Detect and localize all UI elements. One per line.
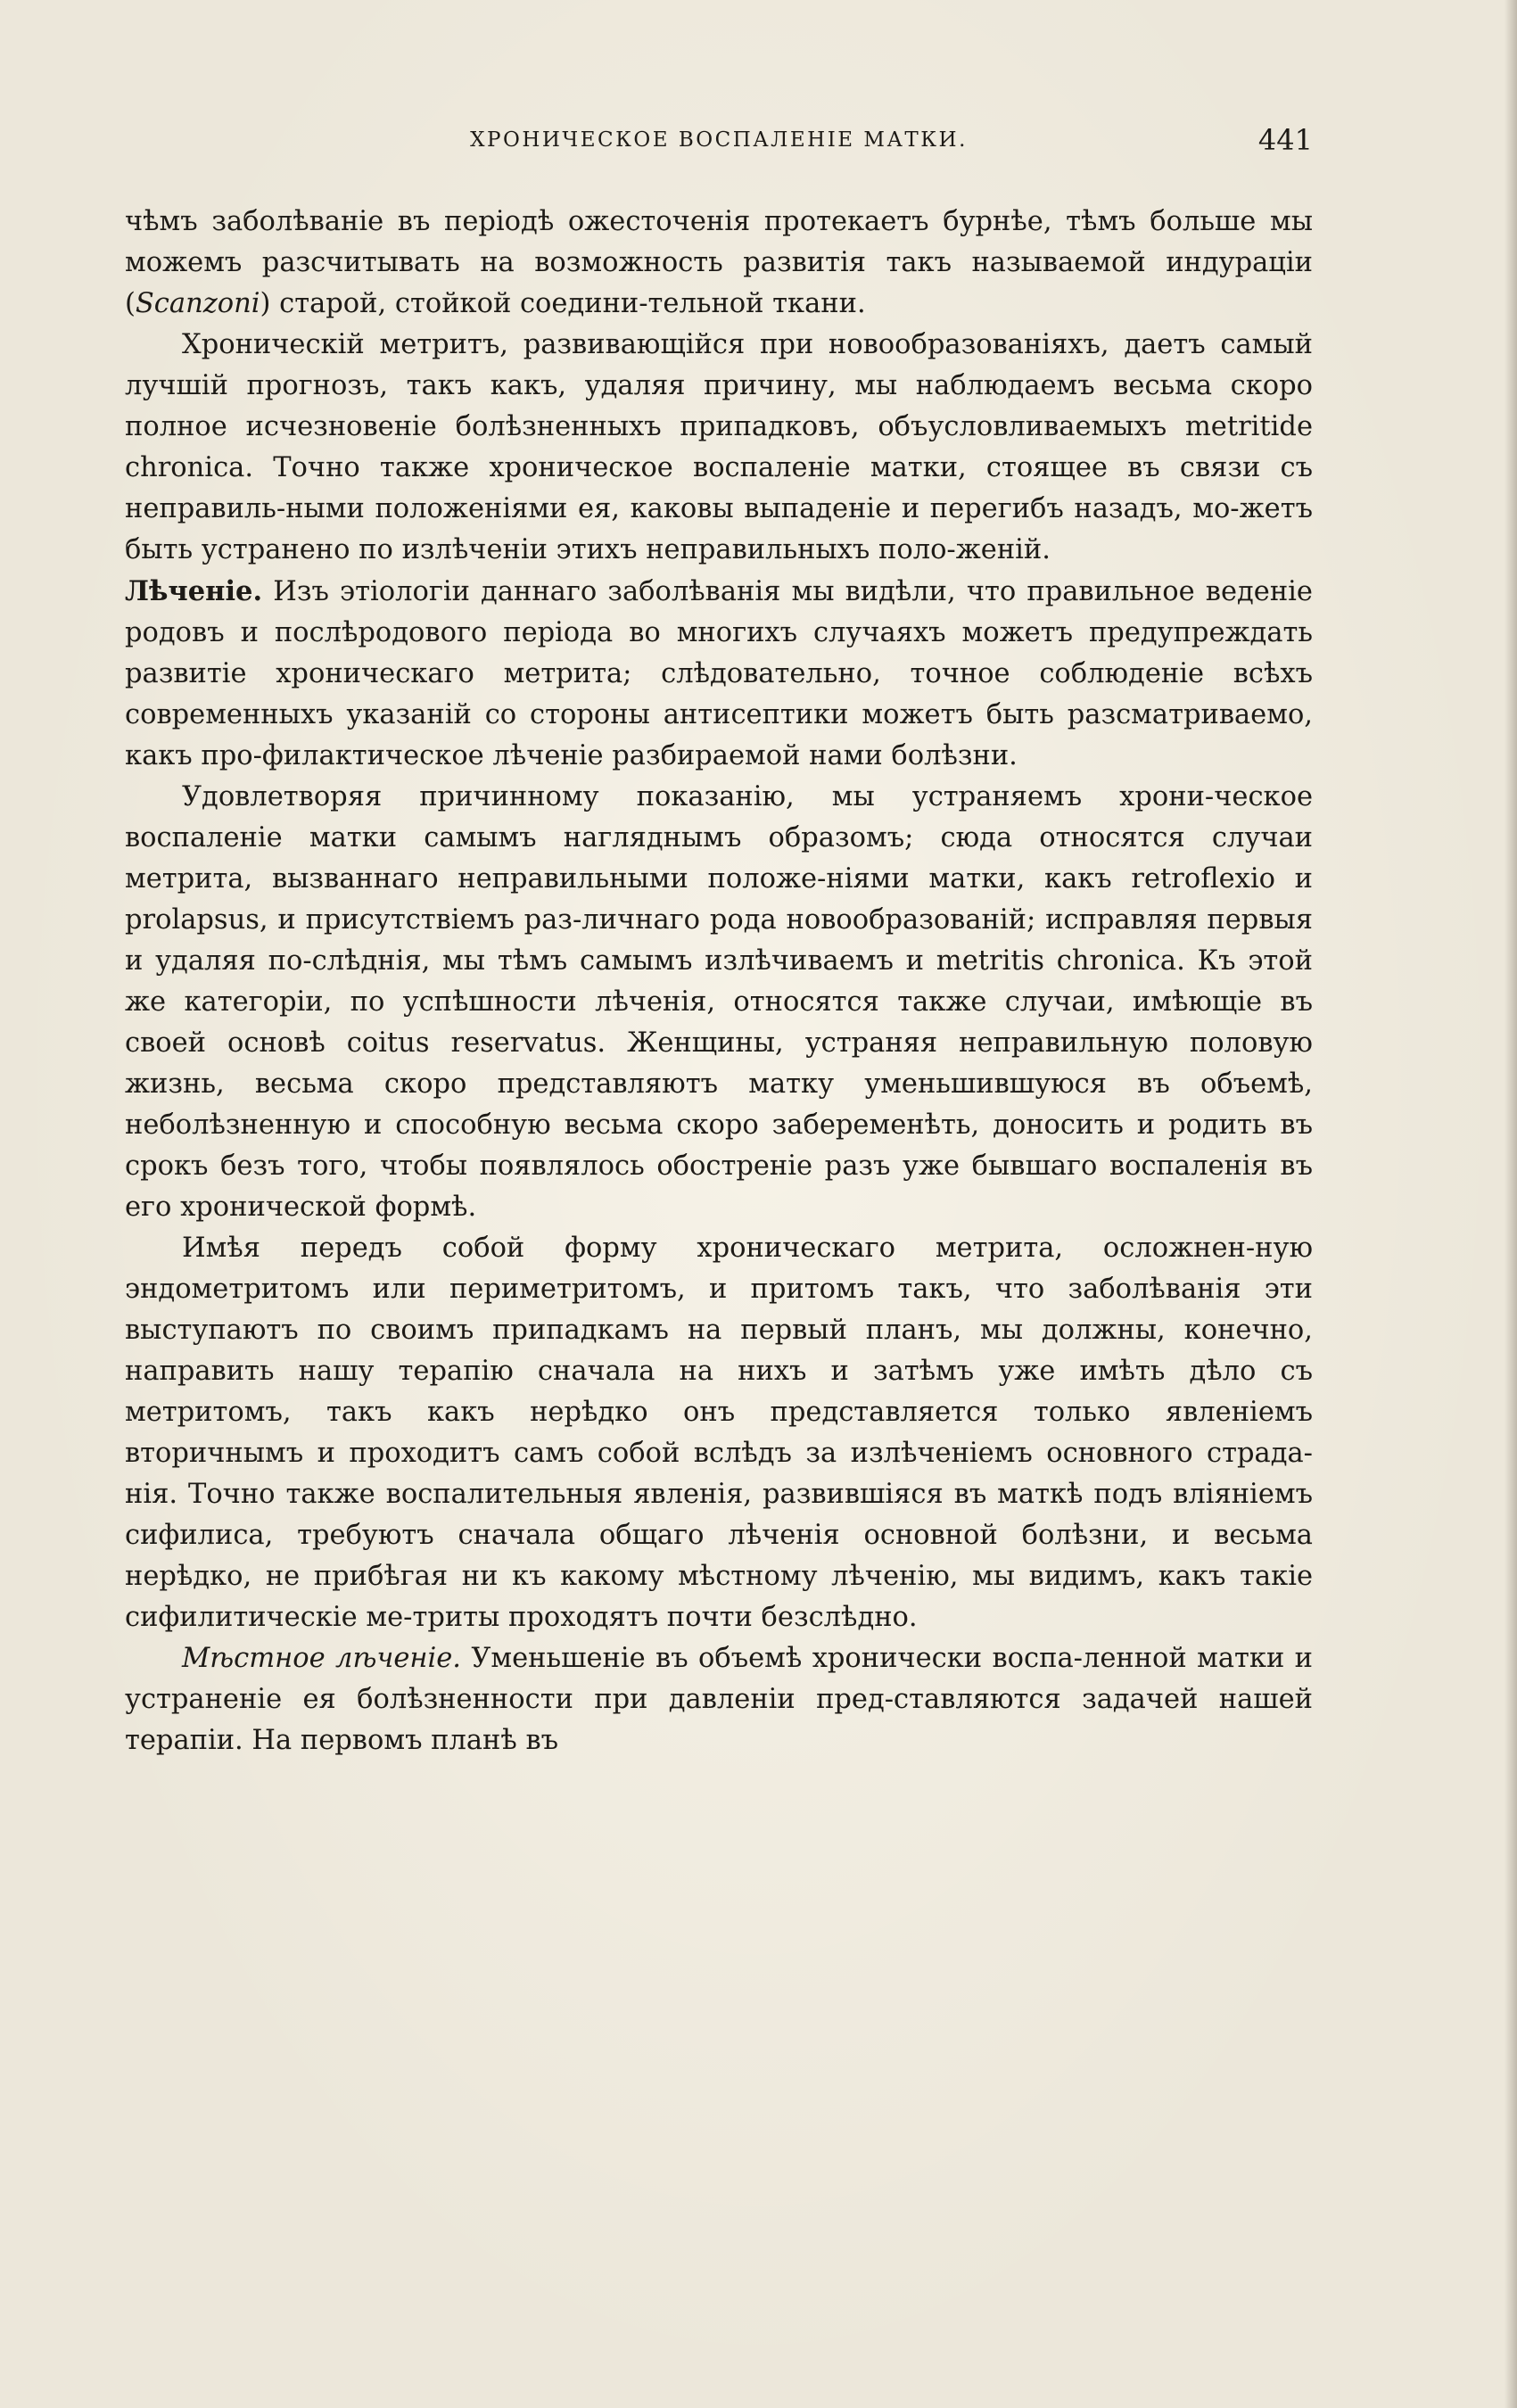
paragraph-1 [125,202,1313,325]
section-heading-treatment: Лѣченіе. [125,575,263,607]
running-title: ХРОНИЧЕСКОЕ ВОСПАЛЕНІЕ МАТКИ. [470,128,968,152]
paragraph-4: Удовлетворяя причинному показанію, мы устраняемъ хрони-ческое воспаленіе матки самымъ нагляднымъ образомъ; сюда относятся случаи метрита, вызваннаго неправильными положе-ніями матки, какъ retroflexio и prolapsus, и присутствіемъ раз-личнаго рода новообразованій; исправляя первыя и удаляя по-слѣднія, мы тѣмъ самымъ излѣчиваемъ и metritis chronica. Къ этой же категоріи, по успѣшности лѣченія, относятся также случаи, имѣющіе въ своей основѣ coitus reservatus. Женщины, устраняя неправильную половую жизнь, весьма скоро представляютъ матку уменьшившуюся въ объемѣ, неболѣзненную и способную весьма скоро забеременѣть, доносить и родить въ срокъ безъ того, чтобы появлялось обостреніе разъ уже бывшаго воспаленія въ его хронической формѣ. [125,781,1313,1223]
paragraph-3-text: Изъ этіологіи даннаго заболѣванія мы видѣли, что правильное веденіе родовъ и послѣродового періода во многихъ случаяхъ можетъ предупреждать развитіе хроническаго метрита; слѣдовательно, точное соблюденіе всѣхъ современныхъ указаній со стороны антисептики можетъ быть разсматриваемо, какъ про-филактическое лѣченіе разбираемой нами болѣзни. [125,576,1313,771]
paragraph-1-part-1: чѣмъ заболѣваніе въ періодѣ ожесточенія протекаетъ бурнѣе, тѣмъ больше мы можемъ разсчитывать на возможность развитія такъ называемой индураціи ( [125,206,1313,319]
section-heading-local-treatment: Мѣстное лѣченіе. [182,1643,461,1674]
paragraph-5: Имѣя передъ собой форму хроническаго метрита, осложнен-ную эндометритомъ или периметритомъ, и притомъ такъ, что заболѣванія эти выступаютъ по своимъ припадкамъ на первый планъ, мы должны, конечно, направить нашу терапію сначала на нихъ и затѣмъ уже имѣть дѣло съ метритомъ, такъ какъ нерѣдко онъ представляется только явленіемъ вторичнымъ и проходитъ самъ собой вслѣдъ за излѣченіемъ основного страда-нія. Точно также воспалительныя явленія, развившіяся въ маткѣ подъ вліяніемъ сифилиса, требуютъ сначала общаго лѣченія основной болѣзни, и весьма нерѣдко, не прибѣгая ни къ какому мѣстному лѣченію, мы видимъ, какъ такіе сифилитическіе ме-триты проходятъ почти безслѣдно. [125,1233,1313,1633]
body-text [125,202,1313,1761]
page-edge-shadow [1505,0,1517,2408]
page-number: 441 [1257,123,1313,157]
paragraph-6-text: Уменьшеніе въ объемѣ хронически воспа-ленной матки и устраненіе ея болѣзненности при давленіи пред-ставляются задачей нашей терапіи. На первомъ планѣ въ [125,1643,1313,1756]
author-name-scanzoni: Scanzoni [135,288,260,319]
page-header [125,123,1313,162]
paragraph-3 [125,571,1313,777]
paragraph-6 [125,1638,1313,1761]
paragraph-1-part-2: ) старой, стойкой соедини-тельной ткани. [260,288,866,319]
paragraph-2: Хроническій метритъ, развивающійся при новообразованіяхъ, даетъ самый лучшій прогнозъ, такъ какъ, удаляя причину, мы наблюдаемъ весьма скоро полное исчезновеніе болѣзненныхъ припадковъ, объусловливаемыхъ metritide chronica. Точно также хроническое воспаленіе матки, стоящее въ связи съ неправиль-ными положеніями ея, каковы выпаденіе и перегибъ назадъ, мо-жетъ быть устранено по излѣченіи этихъ неправильныхъ поло-женій. [125,329,1313,565]
